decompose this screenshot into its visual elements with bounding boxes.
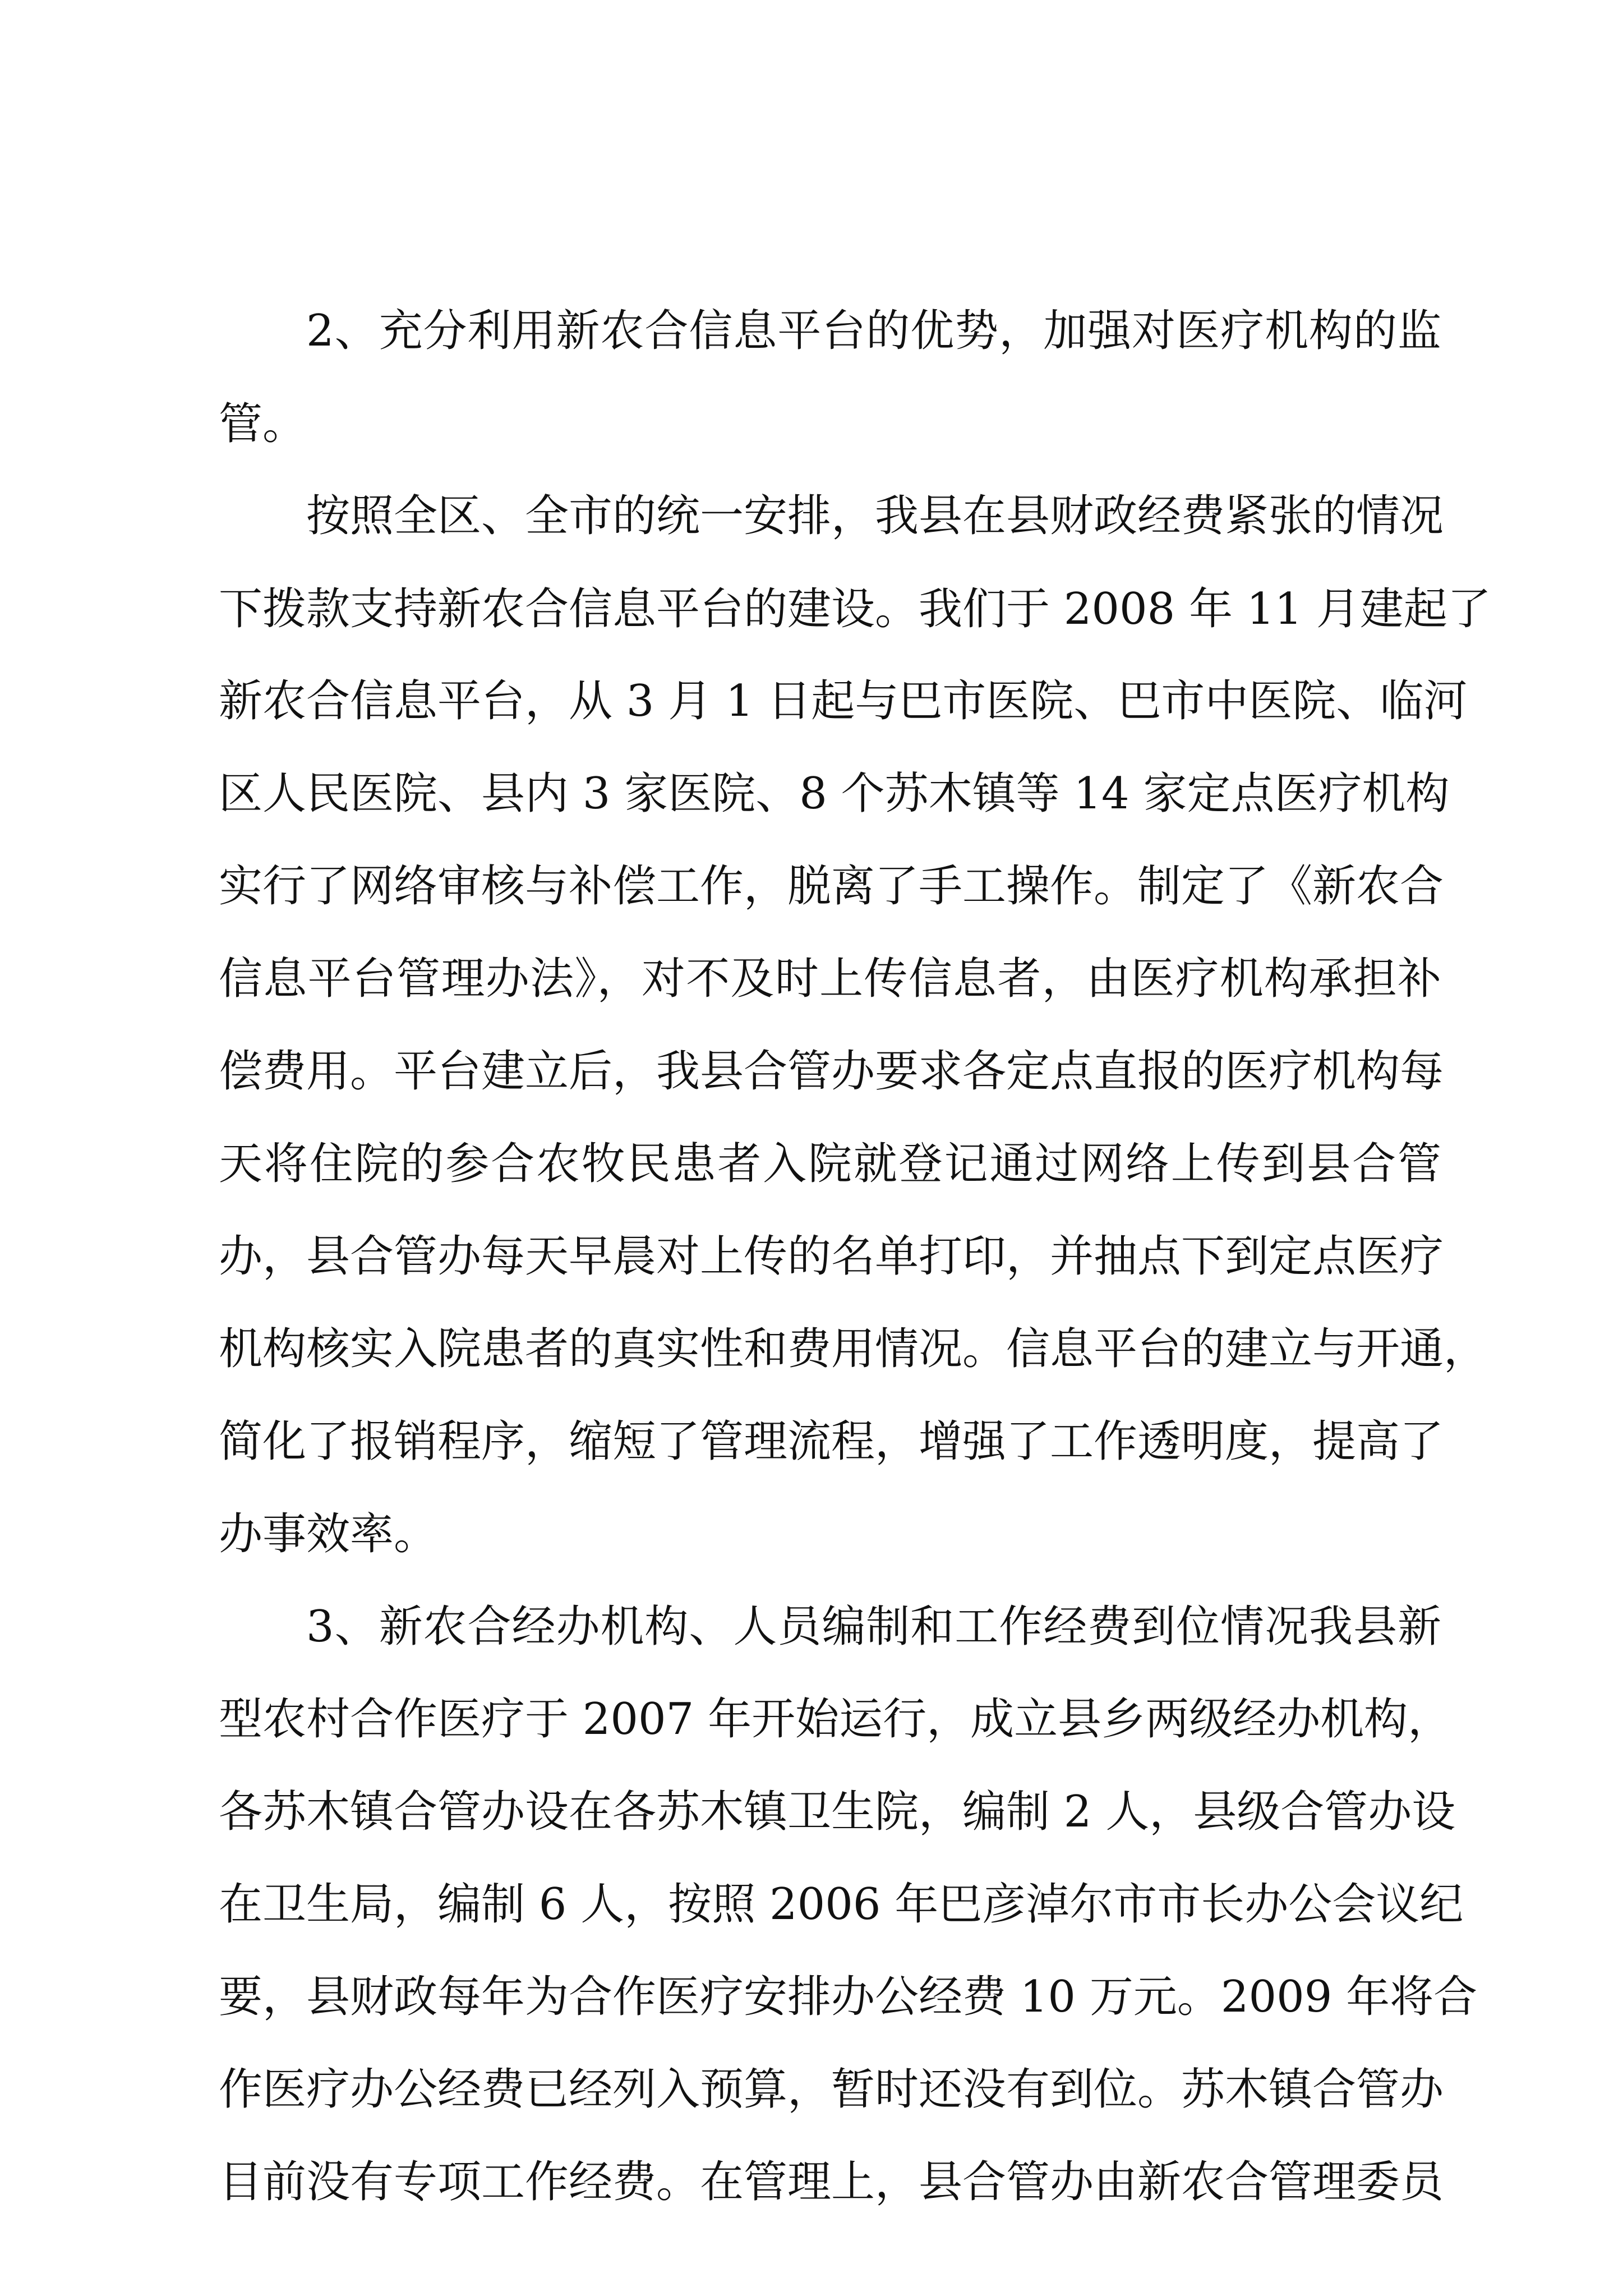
paragraph-body-line: 信息平台管理办法》，对不及时上传信息者，由医疗机构承担补 xyxy=(219,954,1441,1004)
paragraph-body-line: 区人民医院、县内 3 家医院、8 个苏木镇等 14 家定点医疗机构 xyxy=(219,769,1450,819)
paragraph-body-line: 各苏木镇合管办设在各苏木镇卫生院，编制 2 人，县级合管办设 xyxy=(219,1787,1456,1837)
paragraph-heading-3-line: 3、新农合经办机构、人员编制和工作经费到位情况我县新 xyxy=(306,1602,1441,1652)
paragraph-body-line: 新农合信息平台，从 3 月 1 日起与巴市医院、巴市中医院、临河 xyxy=(219,676,1468,726)
paragraph-body-line: 在卫生局，编制 6 人，按照 2006 年巴彦淖尔市市长办公会议纪 xyxy=(219,1879,1464,1930)
paragraph-heading-2-line: 管。 xyxy=(219,399,307,449)
paragraph-body-line: 按照全区、全市的统一安排，我县在县财政经费紧张的情况 xyxy=(306,491,1444,541)
paragraph-body-line: 机构核实入院患者的真实性和费用情况。信息平台的建立与开通， xyxy=(219,1324,1488,1374)
paragraph-body-line: 目前没有专项工作经费。在管理上，县合管办由新农合管理委员 xyxy=(219,2157,1444,2207)
paragraph-body-line: 型农村合作医疗于 2007 年开始运行，成立县乡两级经办机构， xyxy=(219,1694,1452,1745)
paragraph-body-line: 办，县合管办每天早晨对上传的名单打印，并抽点下到定点医疗 xyxy=(219,1231,1444,1282)
paragraph-body-line: 天将住院的参合农牧民患者入院就登记通过网络上传到县合管 xyxy=(219,1139,1441,1189)
paragraph-body-line: 办事效率。 xyxy=(219,1509,438,1559)
paragraph-body-line: 作医疗办公经费已经列入预算，暂时还没有到位。苏木镇合管办 xyxy=(219,2064,1444,2115)
paragraph-body-line: 实行了网络审核与补偿工作，脱离了手工操作。制定了《新农合 xyxy=(219,861,1444,912)
paragraph-body-line: 简化了报销程序，缩短了管理流程，增强了工作透明度，提高了 xyxy=(219,1416,1444,1467)
paragraph-body-line: 偿费用。平台建立后，我县合管办要求各定点直报的医疗机构每 xyxy=(219,1046,1444,1097)
paragraph-body-line: 下拨款支持新农合信息平台的建设。我们于 2008 年 11 月建起了 xyxy=(219,584,1491,634)
paragraph-heading-2-line: 2、充分利用新农合信息平台的优势，加强对医疗机构的监 xyxy=(306,306,1441,356)
paragraph-body-line: 要，县财政每年为合作医疗安排办公经费 10 万元。2009 年将合 xyxy=(219,1972,1478,2022)
